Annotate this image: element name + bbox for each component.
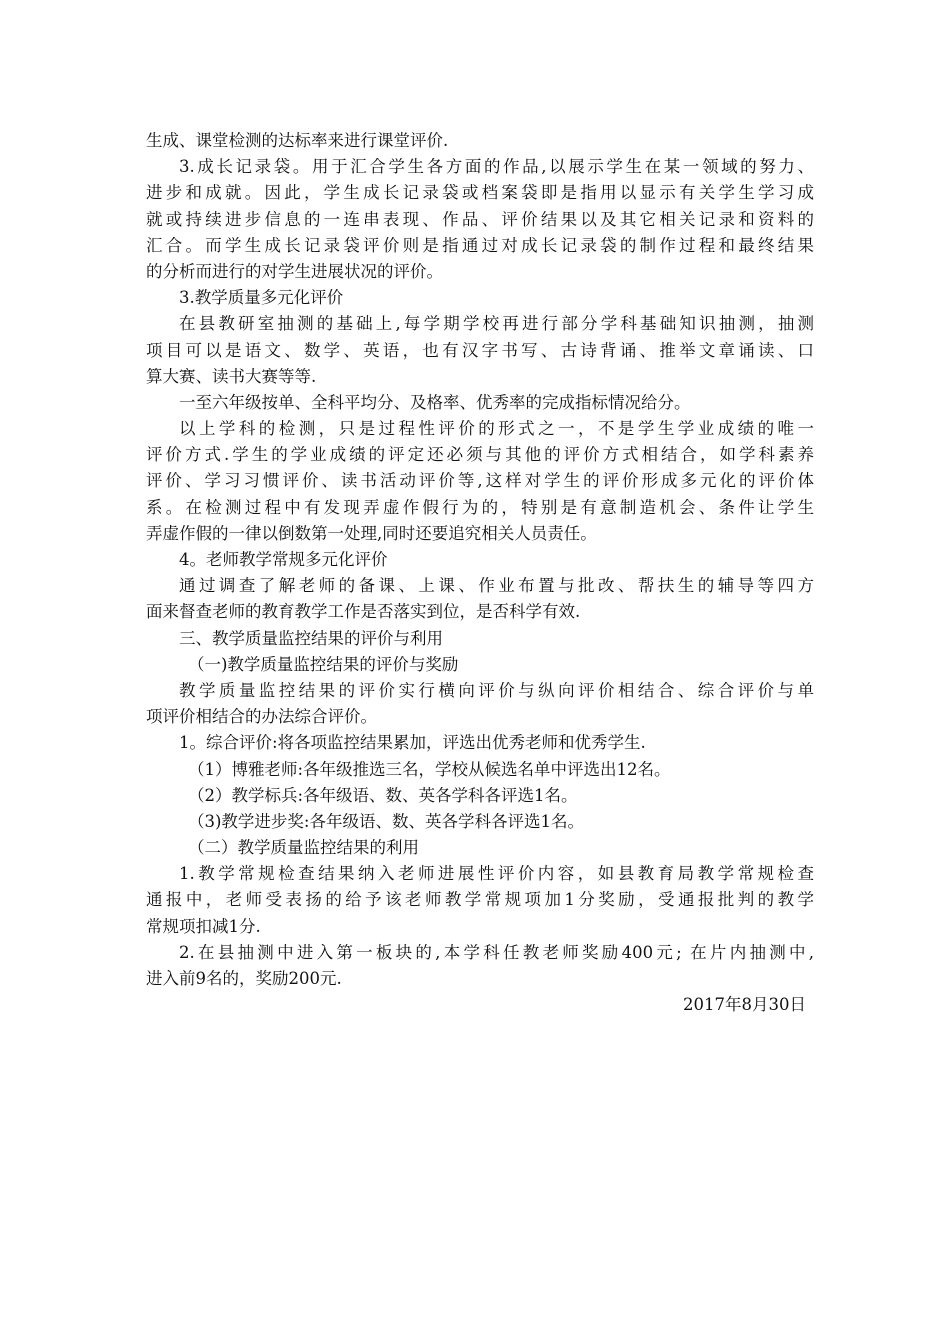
paragraph-line: 通过调查了解老师的备课、上课、作业布置与批改、帮扶生的辅导等四方 xyxy=(179,576,814,596)
paragraph-line: 算大赛、读书大赛等等. xyxy=(146,366,317,386)
paragraph-line: 评价方式.学生的学业成绩的评定还必须与其他的评价方式相结合，如学科素养 xyxy=(146,445,814,465)
section-heading: 4。老师教学常规多元化评价 xyxy=(179,550,388,569)
paragraph-line: 的分析而进行的对学生进展状况的评价。 xyxy=(146,261,443,281)
paragraph-line: 面来督查老师的教育教学工作是否落实到位，是否科学有效. xyxy=(146,602,581,622)
paragraph-line: 1。综合评价:将各项监控结果累加，评选出优秀老师和优秀学生. xyxy=(179,733,646,753)
paragraph-line: 项评价相结合的办法综合评价。 xyxy=(146,707,377,727)
document-date: 2017年8月30日 xyxy=(683,995,806,1015)
paragraph-line: 教学质量监控结果的评价实行横向评价与纵向评价相结合、综合评价与单 xyxy=(179,680,814,700)
paragraph-line: 2.在县抽测中进入第一板块的,本学科任教老师奖励400元; 在片内抽测中, xyxy=(179,942,814,962)
paragraph-line: 进步和成就。因此，学生成长记录袋或档案袋即是指用以显示有关学生学习成 xyxy=(146,183,814,203)
paragraph-line: 以上学科的检测，只是过程性评价的形式之一，不是学生学业成绩的唯一 xyxy=(179,419,814,439)
list-item: （3)教学进步奖:各年级语、数、英各学科各评选1名。 xyxy=(188,811,584,831)
paragraph-line: 常规项扣减1分. xyxy=(146,916,261,936)
list-item: （2）教学标兵:各年级语、数、英各学科各评选1名。 xyxy=(188,785,578,805)
section-heading: 三、教学质量监控结果的评价与利用 xyxy=(179,628,443,648)
paragraph-line: 进入前9名的，奖励200元. xyxy=(146,969,342,988)
paragraph-line: 1.教学常规检查结果纳入老师进展性评价内容，如县教育局教学常规检查 xyxy=(179,864,814,884)
paragraph-line: 系。在检测过程中有发现弄虚作假行为的，特别是有意制造机会、条件让学生 xyxy=(146,497,814,517)
paragraph-line: 就或持续进步信息的一连串表现、作品、评价结果以及其它相关记录和资料的 xyxy=(146,209,814,229)
list-item: （1）博雅老师:各年级推选三名，学校从候选名单中评选出12名。 xyxy=(188,759,671,779)
paragraph-line: 评价、学习习惯评价、读书活动评价等,这样对学生的评价形成多元化的评价体 xyxy=(146,471,814,491)
subsection-heading: （一)教学质量监控结果的评价与奖励 xyxy=(188,654,459,674)
subsection-heading: （二）教学质量监控结果的利用 xyxy=(188,838,419,858)
paragraph-line: 汇合。而学生成长记录袋评价则是指通过对成长记录袋的制作过程和最终结果 xyxy=(146,235,814,255)
section-heading: 3.教学质量多元化评价 xyxy=(179,288,344,308)
paragraph-line: 项目可以是语文、数学、英语，也有汉字书写、古诗背诵、推举文章诵读、口 xyxy=(146,340,814,360)
paragraph-line: 3.成长记录袋。用于汇合学生各方面的作品,以展示学生在某一领域的努力、 xyxy=(179,157,814,177)
document-body xyxy=(146,128,814,1018)
paragraph-line: 一至六年级按单、全科平均分、及格率、优秀率的完成指标情况给分。 xyxy=(179,392,691,412)
paragraph-line: 弄虚作假的一律以倒数第一处理,同时还要追究相关人员责任。 xyxy=(146,523,597,543)
paragraph-line: 在县教研室抽测的基础上,每学期学校再进行部分学科基础知识抽测，抽测 xyxy=(179,314,814,334)
paragraph-line: 通报中，老师受表扬的给予该老师教学常规项加1分奖励，受通报批判的教学 xyxy=(146,890,814,910)
paragraph-line: 生成、课堂检测的达标率来进行课堂评价. xyxy=(146,131,449,150)
